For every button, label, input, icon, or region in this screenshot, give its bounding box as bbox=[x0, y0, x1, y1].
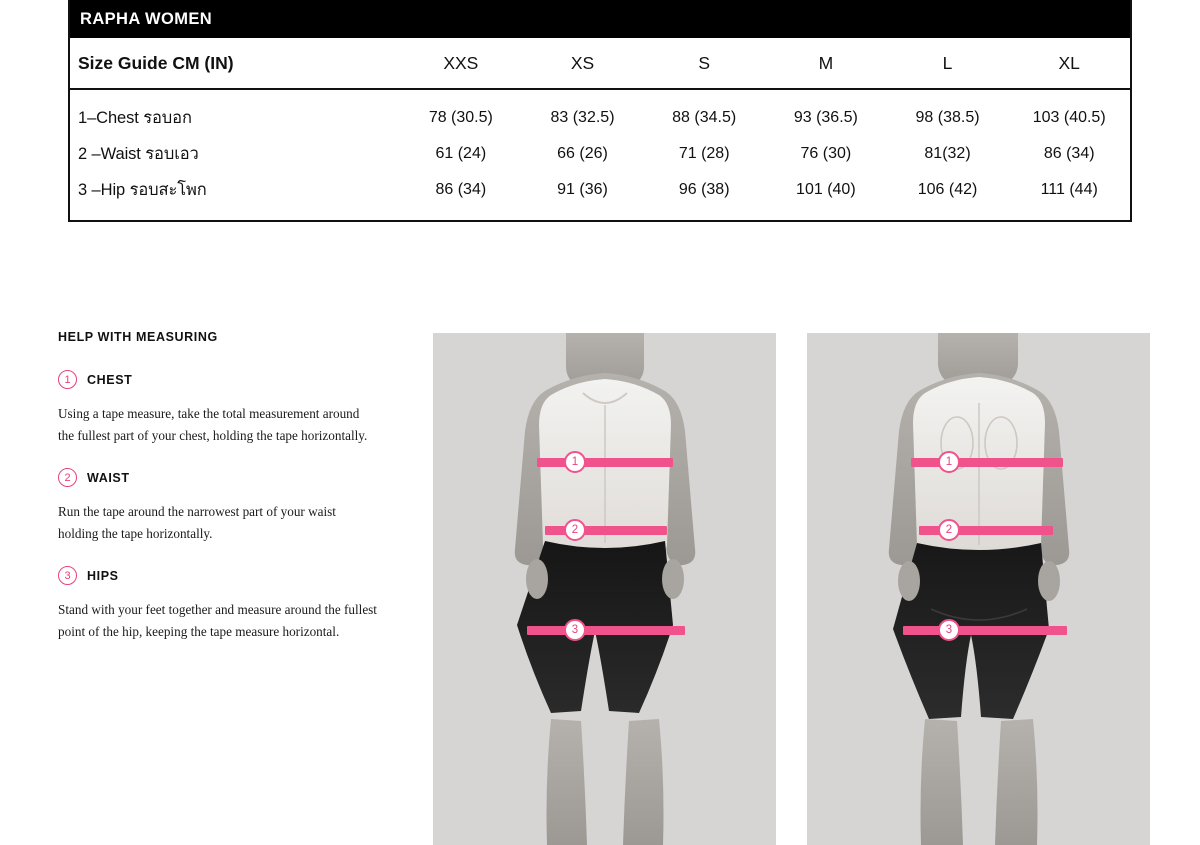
marker-1-front: 1 bbox=[564, 451, 586, 473]
row-label-chest: 1–Chest รอบอก bbox=[78, 109, 192, 127]
cell-waist-xl: 86 (34) bbox=[1043, 145, 1095, 162]
tape-chest-front bbox=[537, 458, 673, 467]
cell-waist-xs: 66 (26) bbox=[557, 145, 608, 162]
cell-hip-s: 96 (38) bbox=[678, 181, 730, 198]
help-item-text: Using a tape measure, take the total measurement around the fullest part of your chest, holding the tape horizontally. bbox=[58, 406, 368, 443]
help-item-header bbox=[58, 370, 388, 389]
cell-hip-l: 106 (42) bbox=[917, 181, 978, 198]
cell-waist-s: 71 (28) bbox=[678, 145, 730, 162]
table-header-label: Size Guide CM (IN) bbox=[78, 52, 234, 73]
marker-2-front: 2 bbox=[564, 519, 586, 541]
cell-chest-xxs: 78 (30.5) bbox=[428, 109, 493, 126]
table-row bbox=[70, 136, 1130, 172]
column-header-xxs: XXS bbox=[443, 52, 479, 73]
column-header-xl: XL bbox=[1058, 52, 1080, 73]
brand-title: RAPHA WOMEN bbox=[80, 9, 213, 28]
cell-chest-xs: 83 (32.5) bbox=[550, 109, 615, 126]
help-item-chest bbox=[58, 370, 388, 446]
model-front-illustration bbox=[433, 333, 776, 845]
cell-chest-m: 93 (36.5) bbox=[793, 109, 858, 126]
number-badge-icon: 3 bbox=[58, 566, 77, 585]
help-item-title: CHEST bbox=[87, 372, 133, 387]
model-back-illustration bbox=[807, 333, 1150, 845]
cell-waist-l: 81(32) bbox=[924, 145, 971, 162]
help-item-title: HIPS bbox=[87, 568, 119, 583]
measurement-photo-front bbox=[433, 333, 776, 845]
row-label-waist: 2 –Waist รอบเอว bbox=[78, 145, 199, 163]
column-header-xs: XS bbox=[570, 52, 595, 73]
cell-chest-xl: 103 (40.5) bbox=[1032, 109, 1106, 126]
table-body bbox=[70, 90, 1130, 220]
marker-3-front: 3 bbox=[564, 619, 586, 641]
column-header-m: M bbox=[818, 52, 834, 73]
row-label-hip: 3 –Hip รอบสะโพก bbox=[78, 181, 207, 199]
help-with-measuring-section bbox=[58, 330, 388, 664]
marker-1-back: 1 bbox=[938, 451, 960, 473]
help-item-hips bbox=[58, 566, 388, 642]
column-header-s: S bbox=[698, 52, 711, 73]
cell-hip-xl: 111 (44) bbox=[1040, 181, 1098, 198]
table-brand-bar bbox=[70, 0, 1130, 38]
cell-hip-xxs: 86 (34) bbox=[435, 181, 487, 198]
marker-2-back: 2 bbox=[938, 519, 960, 541]
cell-hip-xs: 91 (36) bbox=[557, 181, 608, 198]
cell-chest-s: 88 (34.5) bbox=[672, 109, 737, 126]
tape-hip-front bbox=[527, 626, 685, 635]
tape-chest-back bbox=[911, 458, 1063, 467]
help-item-waist bbox=[58, 468, 388, 544]
table-header-row bbox=[70, 38, 1130, 90]
cell-hip-m: 101 (40) bbox=[796, 181, 856, 198]
column-header-l: L bbox=[942, 52, 953, 73]
size-guide-table bbox=[68, 0, 1132, 222]
cell-waist-m: 76 (30) bbox=[800, 145, 852, 162]
table-row bbox=[70, 172, 1130, 208]
measurement-photo-back bbox=[807, 333, 1150, 845]
cell-waist-xxs: 61 (24) bbox=[435, 145, 487, 162]
table-row bbox=[70, 100, 1130, 136]
number-badge-icon: 2 bbox=[58, 468, 77, 487]
tape-hip-back bbox=[903, 626, 1067, 635]
cell-chest-l: 98 (38.5) bbox=[915, 109, 980, 126]
help-item-header bbox=[58, 566, 388, 585]
help-item-text: Stand with your feet together and measure around the fullest point of the hip, keeping the tape measure horizontal. bbox=[58, 602, 377, 639]
number-badge-icon: 1 bbox=[58, 370, 77, 389]
help-item-header bbox=[58, 468, 388, 487]
help-section-title: HELP WITH MEASURING bbox=[58, 330, 218, 344]
help-item-title: WAIST bbox=[87, 470, 130, 485]
marker-3-back: 3 bbox=[938, 619, 960, 641]
help-item-text: Run the tape around the narrowest part of your waist holding the tape horizontally. bbox=[58, 504, 336, 541]
